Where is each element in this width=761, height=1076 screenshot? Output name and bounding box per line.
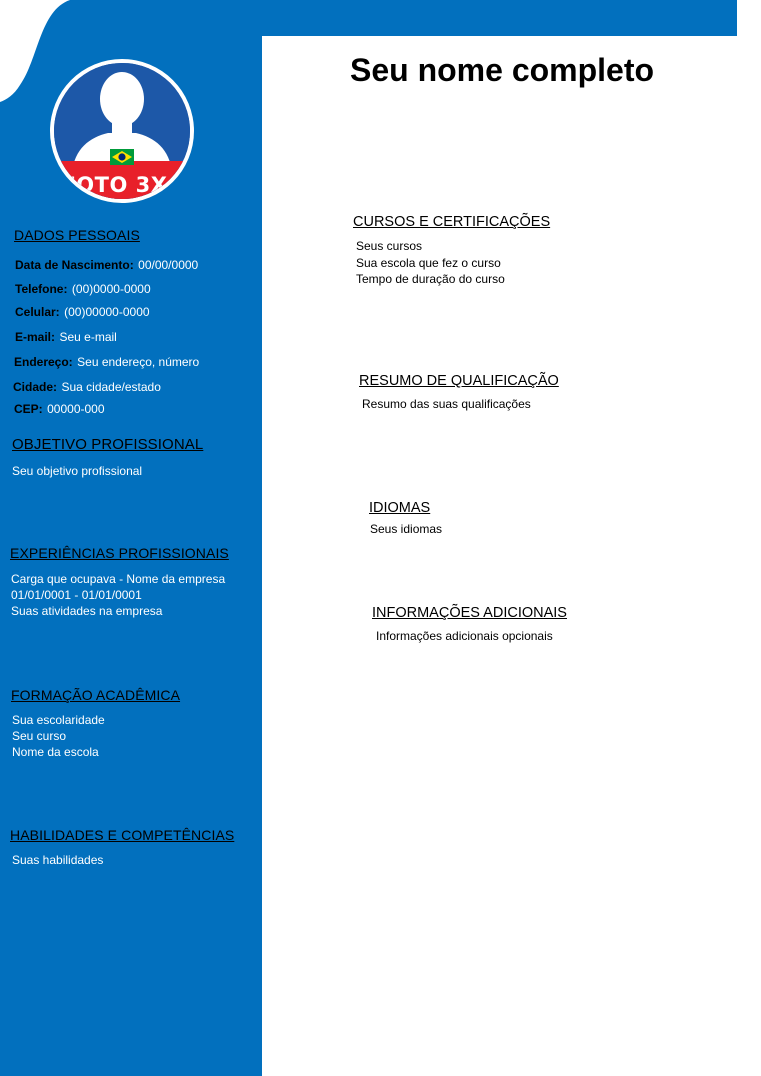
profile-photo[interactable] — [50, 59, 194, 203]
field-city[interactable] — [13, 378, 161, 396]
experience-block[interactable] — [11, 571, 225, 619]
field-label: E-mail: — [15, 330, 56, 344]
full-name[interactable]: Seu nome completo — [350, 52, 655, 88]
experience-line: 01/01/0001 - 01/01/0001 — [11, 588, 142, 602]
field-label: Cidade: — [13, 380, 58, 394]
field-address[interactable] — [14, 353, 199, 371]
field-phone[interactable] — [15, 280, 151, 298]
courses-heading: CURSOS E CERTIFICAÇÕES — [353, 214, 551, 230]
field-zip[interactable] — [14, 400, 105, 418]
field-birthdate[interactable] — [15, 256, 198, 274]
field-label: Celular: — [15, 305, 60, 319]
field-label: CEP: — [14, 402, 43, 416]
additional-heading: INFORMAÇÕES ADICIONAIS — [372, 605, 567, 621]
courses-block[interactable] — [356, 238, 505, 288]
experience-line: Suas atividades na empresa — [11, 604, 163, 618]
languages-heading: IDIOMAS — [369, 500, 431, 516]
personal-data-heading: DADOS PESSOAIS — [14, 227, 140, 243]
field-value: Sua cidade/estado — [61, 380, 161, 394]
objective-text[interactable]: Seu objetivo profissional — [12, 464, 143, 478]
courses-line: Seus cursos — [356, 239, 423, 253]
courses-line: Sua escola que fez o curso — [356, 255, 501, 270]
main-panel — [262, 36, 737, 1076]
field-value: 00/00/0000 — [138, 258, 199, 272]
field-value: Seu endereço, número — [77, 355, 200, 369]
field-email[interactable] — [15, 328, 117, 346]
objective-heading: OBJETIVO PROFISSIONAL — [12, 436, 204, 453]
photo-label: FOTO 3X4 — [61, 173, 183, 197]
summary-text[interactable]: Resumo das suas qualificações — [362, 397, 531, 411]
experience-line: Carga que ocupava - Nome da empresa — [11, 572, 226, 586]
education-heading: FORMAÇÃO ACADÊMICA — [11, 687, 181, 703]
experience-heading: EXPERIÊNCIAS PROFISSIONAIS — [10, 545, 229, 561]
languages-text[interactable]: Seus idiomas — [370, 522, 443, 536]
education-block[interactable] — [12, 712, 105, 760]
skills-heading: HABILIDADES E COMPETÊNCIAS — [10, 827, 235, 843]
additional-text[interactable]: Informações adicionais opcionais — [376, 629, 553, 643]
right-margin — [737, 0, 761, 1076]
brazil-flag-icon — [110, 149, 134, 165]
field-value: Seu e-mail — [59, 330, 117, 344]
field-label: Telefone: — [15, 282, 68, 296]
summary-heading: RESUMO DE QUALIFICAÇÃO — [359, 373, 559, 389]
field-label: Data de Nascimento: — [15, 258, 134, 272]
courses-line: Tempo de duração do curso — [356, 272, 505, 286]
photo-frame — [54, 63, 190, 199]
education-line: Nome da escola — [12, 745, 99, 759]
field-value: (00)0000-0000 — [71, 282, 151, 296]
field-value: (00)00000-0000 — [64, 305, 150, 319]
skills-text[interactable]: Suas habilidades — [12, 853, 104, 867]
field-label: Endereço: — [14, 355, 73, 369]
education-line: Seu curso — [12, 729, 67, 743]
field-mobile[interactable] — [15, 303, 150, 321]
education-line: Sua escolaridade — [12, 713, 105, 727]
field-value: 00000-000 — [47, 402, 105, 416]
